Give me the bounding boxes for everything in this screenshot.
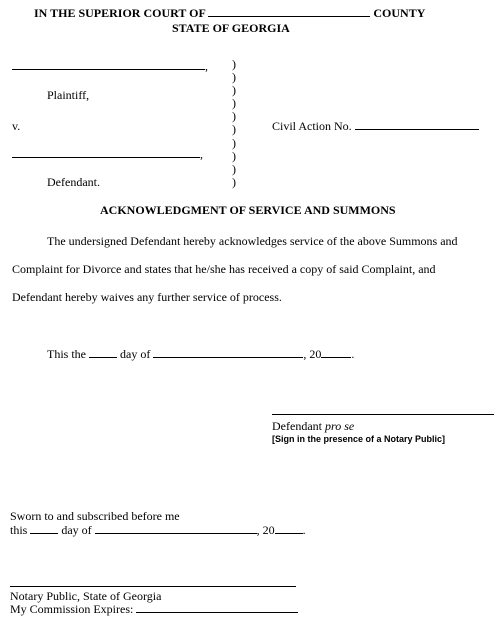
year-blank — [321, 347, 351, 358]
paren: ) — [232, 57, 236, 71]
date-end: . — [351, 347, 355, 361]
sworn-year-prefix: , 20 — [256, 523, 275, 537]
commission-label: My Commission Expires: — [10, 602, 134, 616]
signature-label — [272, 419, 354, 434]
county-blank — [208, 6, 370, 17]
paren: ) — [232, 83, 236, 98]
sworn-month-blank — [95, 523, 257, 534]
defendant-label: Defendant. — [47, 175, 100, 189]
document-title: ACKNOWLEDGMENT OF SERVICE AND SUMMONS — [100, 203, 396, 217]
commission-line — [10, 602, 298, 617]
civil-action-blank — [355, 119, 479, 130]
civil-action-line — [272, 119, 479, 134]
court-header-line — [34, 6, 425, 21]
this-the-label: This the — [47, 347, 86, 361]
month-blank — [153, 347, 303, 358]
civil-action-label: Civil Action No. — [272, 119, 352, 133]
paren: ) — [232, 148, 236, 163]
paren: ) — [232, 96, 236, 111]
paren: ) — [232, 109, 236, 124]
defendant-name-line — [12, 157, 200, 158]
state-header: STATE OF GEORGIA — [172, 21, 290, 35]
notary-signature-line — [10, 586, 296, 587]
notary-instruction: [Sign in the presence of a Notary Public] — [272, 434, 446, 444]
body-line-2: Complaint for Divorce and states that he/she has received a copy of said Complaint, and — [12, 262, 436, 276]
paren: ) — [232, 122, 236, 137]
day-blank — [89, 347, 117, 358]
caption-parens — [232, 58, 236, 189]
versus-label: v. — [12, 119, 21, 133]
signature-line — [272, 414, 494, 415]
plaintiff-comma: , — [205, 59, 208, 73]
plaintiff-name-line — [12, 69, 205, 70]
paren: ) — [232, 70, 236, 85]
sworn-line-1: Sworn to and subscribed before me — [10, 509, 180, 523]
sworn-year-blank — [275, 523, 303, 534]
day-of-label: day of — [120, 347, 151, 361]
court-suffix: COUNTY — [373, 6, 426, 20]
date-line — [47, 347, 354, 362]
defendant-comma: , — [200, 147, 203, 161]
sworn-line-2 — [10, 523, 306, 538]
commission-blank — [136, 602, 298, 613]
body-line-1: The undersigned Defendant hereby acknowledges service of the above Summons and — [47, 234, 458, 248]
sworn-end: . — [302, 523, 306, 537]
court-prefix: IN THE SUPERIOR COURT OF — [34, 6, 206, 20]
year-prefix: , 20 — [303, 347, 322, 361]
sworn-day-of-label: day of — [61, 523, 92, 537]
paren: ) — [232, 174, 236, 189]
paren: ) — [232, 161, 236, 176]
body-line-3: Defendant hereby waives any further service of process. — [12, 290, 282, 304]
defendant-sig-label: Defendant — [272, 419, 322, 433]
pro-se-label: pro se — [324, 419, 355, 433]
sworn-this-label: this — [10, 523, 28, 537]
paren: ) — [232, 135, 236, 150]
sworn-day-blank — [30, 523, 58, 534]
plaintiff-label: Plaintiff, — [47, 88, 90, 102]
notary-public-label: Notary Public, State of Georgia — [10, 589, 162, 603]
